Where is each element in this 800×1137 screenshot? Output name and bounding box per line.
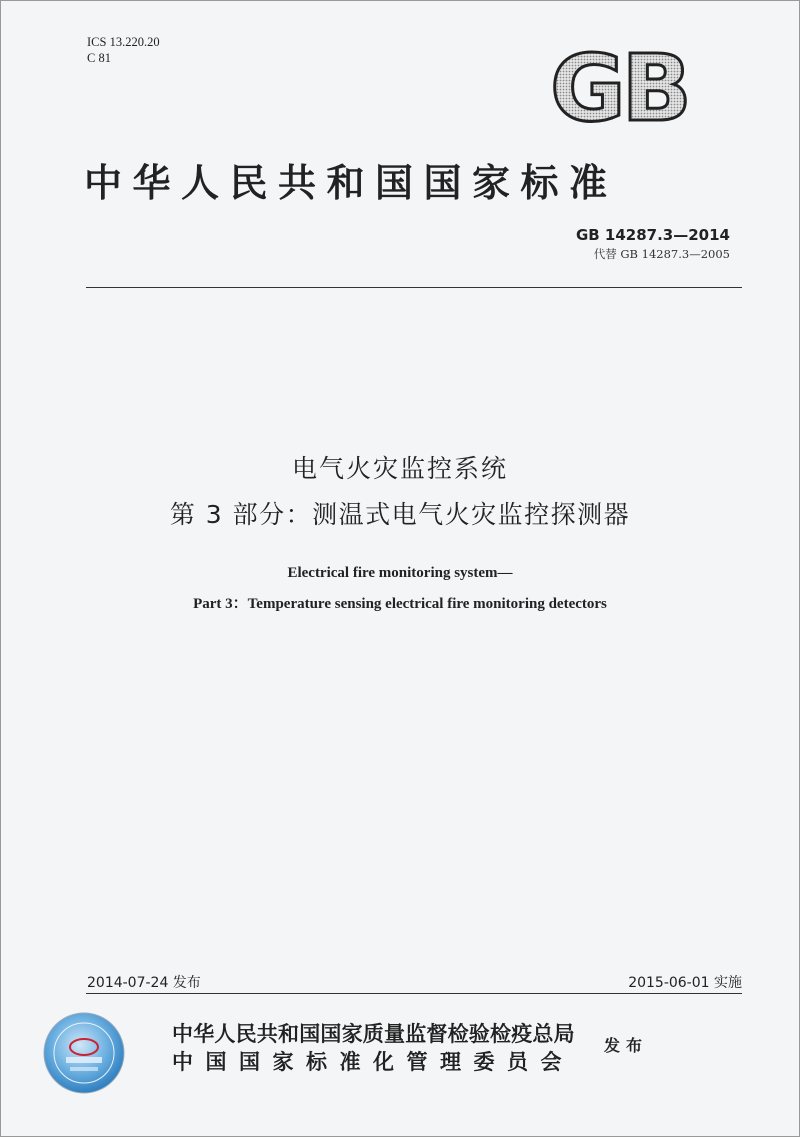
chinese-title-line1: 电气火灾监控系统 — [291, 454, 508, 483]
gb-logo-text: GB — [550, 46, 688, 128]
ccs-code: C 81 — [87, 51, 111, 65]
issuer-sac: 中国国家标准化管理委员会 — [172, 1049, 574, 1074]
chinese-title-line2: 第 3 部分：测温式电气火灾监控探测器 — [169, 500, 631, 529]
issue-date: 2014-07-24 发布 — [87, 975, 201, 991]
implementation-date: 2015-06-01 实施 — [628, 975, 742, 991]
issuer-aqsiq: 中华人民共和国国家质量监督检验检疫总局 — [172, 1021, 575, 1046]
national-standard-title: 中华人民共和国国家标准 — [84, 160, 618, 205]
issue-action: 发布 — [604, 1036, 649, 1055]
gb-logo-icon — [538, 46, 700, 128]
replaces-standard: 代替 GB 14287.3—2005 — [593, 247, 730, 261]
classification-codes — [87, 34, 160, 66]
header-divider — [86, 287, 742, 288]
ics-code: ICS 13.220.20 — [87, 35, 160, 49]
footer-divider — [86, 993, 742, 994]
english-title-line1: Electrical fire monitoring system— — [287, 565, 513, 581]
standard-number-block — [576, 226, 730, 262]
english-title-line2: Part 3：Temperature sensing electrical fire monitoring detectors — [193, 596, 607, 612]
anti-counterfeit-seal-icon — [42, 1011, 126, 1095]
standard-number: GB 14287.3—2014 — [575, 226, 730, 244]
